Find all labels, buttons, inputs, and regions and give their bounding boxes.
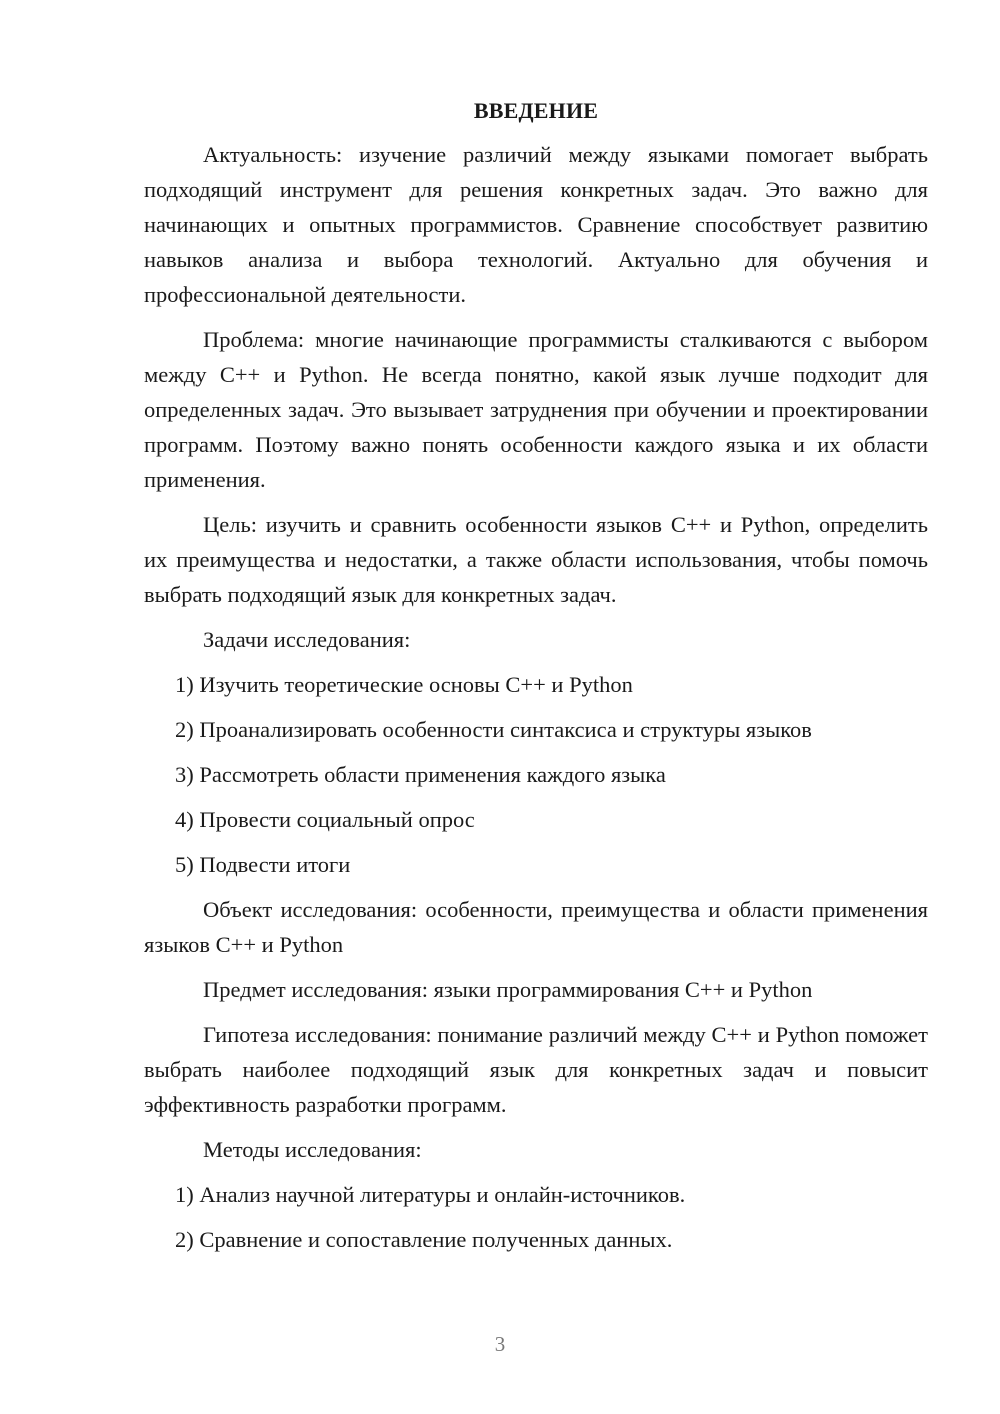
task-item: 2) Проанализировать особенности синтаксиса и структуры языков <box>175 717 812 742</box>
document-page <box>144 93 928 1267</box>
tasks-list <box>144 667 928 882</box>
methods-list <box>144 1177 928 1257</box>
methods-heading: Методы исследования: <box>203 1137 422 1162</box>
problem-paragraph: Проблема: многие начинающие программисты сталкиваются с выбором между C++ и Python. Не всегда понятно, какой язык лучше подходит для определенных задач. Это вызывает затруднения при обучении и проектировании программ. Поэтому важно понять особенности каждого языка и их области применения. <box>144 327 928 492</box>
subject-paragraph: Предмет исследования: языки программирования C++ и Python <box>203 977 813 1002</box>
relevance-paragraph: Актуальность: изучение различий между языками помогает выбрать подходящий инструмент для решения конкретных задач. Это важно для начинающих и опытных программистов. Сравнение способствует развитию навыков анализа и выбора технологий. Актуально для обучения и профессиональной деятельности. <box>144 142 928 307</box>
tasks-heading: Задачи исследования: <box>203 627 411 652</box>
method-item: 2) Сравнение и сопоставление полученных данных. <box>175 1227 673 1252</box>
task-item: 4) Провести социальный опрос <box>175 807 475 832</box>
page-number: 3 <box>494 1332 506 1356</box>
task-item: 5) Подвести итоги <box>175 852 351 877</box>
object-paragraph: Объект исследования: особенности, преимущества и области применения языков C++ и Python <box>144 897 928 957</box>
task-item: 1) Изучить теоретические основы C++ и Python <box>175 672 633 697</box>
goal-paragraph: Цель: изучить и сравнить особенности языков C++ и Python, определить их преимущества и недостатки, а также области использования, чтобы помочь выбрать подходящий язык для конкретных задач. <box>144 512 928 607</box>
method-item: 1) Анализ научной литературы и онлайн-источников. <box>175 1182 686 1207</box>
hypothesis-paragraph: Гипотеза исследования: понимание различий между C++ и Python поможет выбрать наиболее подходящий язык для конкретных задач и повысит эффективность разработки программ. <box>144 1022 928 1117</box>
section-title: ВВЕДЕНИЕ <box>473 98 599 123</box>
task-item: 3) Рассмотреть области применения каждого языка <box>175 762 666 787</box>
